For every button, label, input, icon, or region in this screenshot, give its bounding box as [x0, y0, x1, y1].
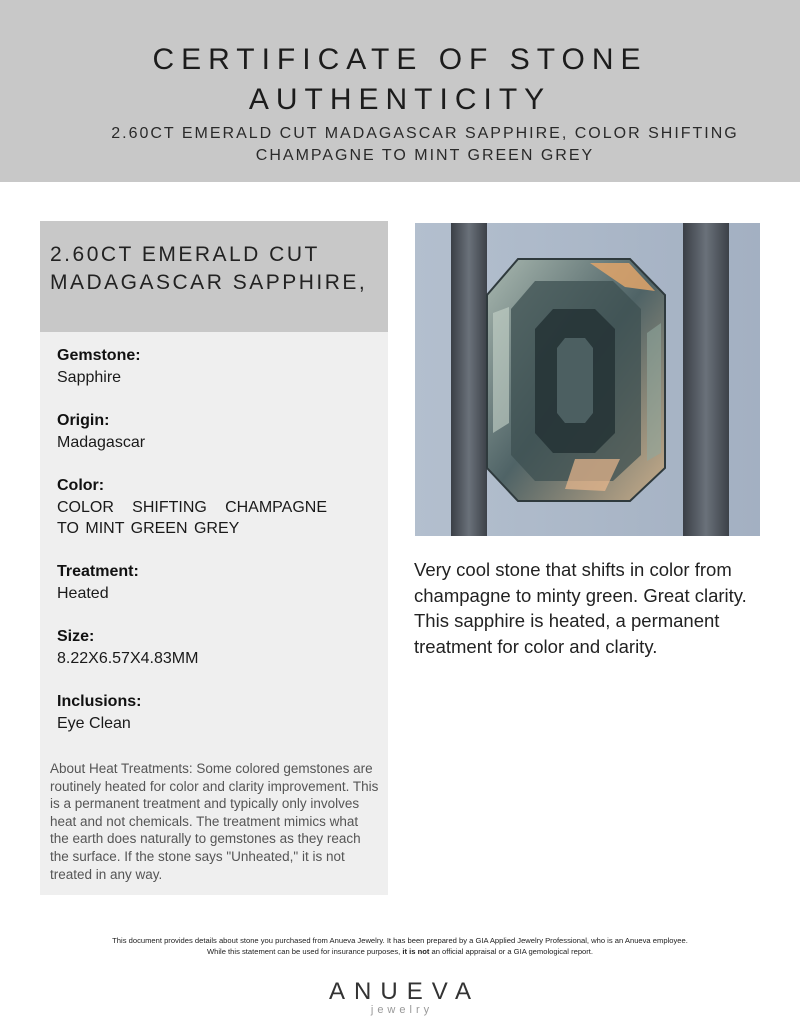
spec-value: COLOR SHIFTING CHAMPAGNE TO MINT GREEN GREY: [57, 499, 327, 537]
logo-wordmark: ANUEVA: [329, 978, 480, 1005]
spec-gemstone: [57, 345, 357, 388]
spec-origin: [57, 410, 357, 453]
disclaimer-line-1: This document provides details about stone you purchased from Anueva Jewelry. It has been prepared by a GIA Applied Jewelry Professional, who is an Anueva employee.: [112, 936, 688, 945]
heat-treatment-note: About Heat Treatments: Some colored gemstones are routinely heated for color and clarity improvement. This is a permanent treatment and typically only involves heat and not chemicals. The treatment mimics what the earth does naturally to gemstones as they reach the surface. If the stone says "Unheated," it is not treated in any way.: [50, 761, 379, 882]
panel-title: 2.60CT EMERALD CUT MADAGASCAR SAPPHIRE,: [50, 243, 368, 294]
spec-inclusions: [57, 691, 357, 734]
spec-label: Origin:: [57, 412, 110, 429]
certificate-subtitle: 2.60CT EMERALD CUT MADAGASCAR SAPPHIRE, COLOR SHIFTING CHAMPAGNE TO MINT GREEN GREY: [111, 125, 739, 164]
anueva-logo: [300, 978, 500, 1016]
spec-value: Madagascar: [57, 434, 146, 451]
spec-value: Eye Clean: [57, 715, 131, 732]
disclaimer-line-2-post: an official appraisal or a GIA gemological report.: [429, 946, 594, 956]
sapphire-illustration: [415, 223, 760, 536]
spec-label: Treatment:: [57, 563, 139, 580]
spec-value: Sapphire: [57, 369, 122, 386]
spec-size: [57, 626, 357, 669]
disclaimer: [40, 936, 760, 957]
panel-header: [40, 221, 388, 332]
logo-subtitle: jewelry: [370, 1004, 434, 1016]
spec-value: 8.22X6.57X4.83MM: [57, 650, 199, 667]
sapphire-photo: [415, 223, 760, 536]
stone-details-panel: [40, 221, 388, 895]
stone-description: Very cool stone that shifts in color from champagne to minty green. Great clarity. This sapphire is heated, a permanent treatment for color and clarity.: [414, 559, 747, 657]
disclaimer-line-2-pre: While this statement can be used for insurance purposes,: [206, 946, 403, 956]
spec-label: Size:: [57, 628, 95, 645]
certificate-title: CERTIFICATE OF STONE AUTHENTICITY: [152, 43, 648, 116]
header-band: [0, 0, 800, 182]
spec-color: [57, 475, 357, 539]
spec-value: Heated: [57, 585, 109, 602]
disclaimer-line-2: [40, 947, 760, 958]
spec-treatment: [57, 561, 357, 604]
spec-label: Inclusions:: [57, 693, 142, 710]
disclaimer-emphasis: it is not: [402, 946, 430, 956]
spec-label: Gemstone:: [57, 347, 141, 364]
spec-label: Color:: [57, 477, 105, 494]
